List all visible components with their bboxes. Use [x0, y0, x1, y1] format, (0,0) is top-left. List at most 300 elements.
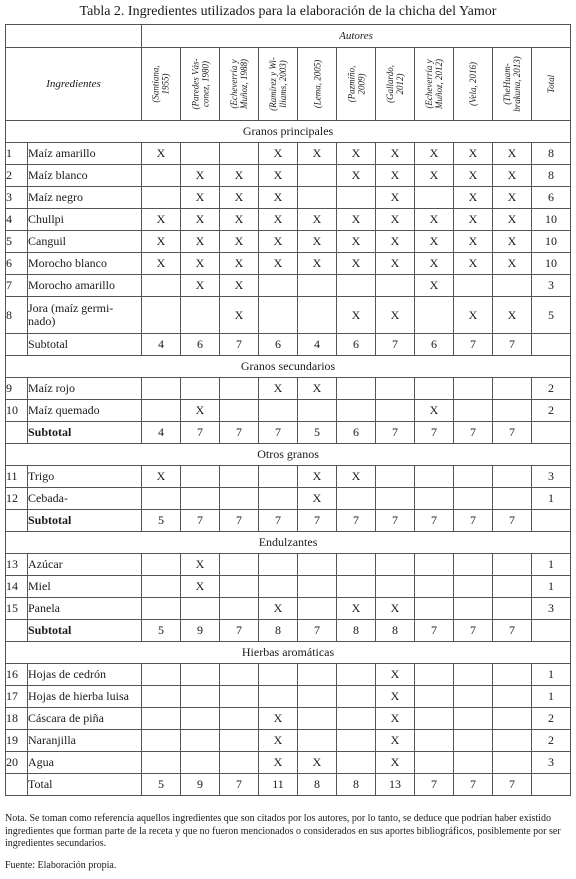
subtotal-value: 6 — [259, 334, 298, 356]
mark-cell: X — [376, 165, 415, 187]
mark-cell: X — [493, 253, 532, 275]
subtotal-value: 11 — [259, 774, 298, 796]
mark-cell — [298, 165, 337, 187]
mark-cell: X — [376, 143, 415, 165]
subtotal-value: 7 — [298, 510, 337, 532]
mark-cell: X — [142, 231, 181, 253]
subtotal-value: 7 — [376, 422, 415, 444]
author-header-text — [268, 57, 288, 111]
mark-cell — [181, 598, 220, 620]
mark-cell — [181, 664, 220, 686]
mark-cell — [454, 400, 493, 422]
mark-cell: X — [337, 466, 376, 488]
mark-cell — [415, 187, 454, 209]
row-total: 2 — [532, 708, 571, 730]
subtotal-label: Subtotal — [28, 334, 142, 356]
section-title: Granos principales — [6, 121, 571, 143]
author-header — [142, 48, 181, 121]
author-header-line: (Echeverría y — [229, 59, 239, 109]
mark-cell — [220, 576, 259, 598]
author-header-wrap — [220, 48, 258, 120]
subtotal-value: 7 — [376, 510, 415, 532]
row-total: 3 — [532, 752, 571, 774]
mark-cell: X — [142, 466, 181, 488]
section-row — [6, 444, 571, 466]
subtotal-total-blank — [532, 334, 571, 356]
mark-cell — [142, 488, 181, 510]
mark-cell — [220, 378, 259, 400]
mark-cell: X — [298, 143, 337, 165]
subtotal-value: 7 — [220, 620, 259, 642]
mark-cell: X — [181, 231, 220, 253]
subtotal-blank — [6, 620, 28, 642]
table-row — [6, 576, 571, 598]
subtotal-value: 4 — [298, 334, 337, 356]
mark-cell — [337, 708, 376, 730]
mark-cell — [298, 297, 337, 334]
author-header-line: (Santiana, — [151, 65, 161, 103]
ingredient-name-line: nado) — [28, 314, 56, 328]
subtotal-value: 4 — [142, 334, 181, 356]
ingredient-name-line: Hojas de cedrón — [28, 667, 106, 681]
subtotal-value: 4 — [142, 422, 181, 444]
table-row — [6, 187, 571, 209]
ingredient-name-line: Agua — [28, 755, 54, 769]
mark-cell — [142, 554, 181, 576]
table-row — [6, 378, 571, 400]
author-header — [376, 48, 415, 121]
mark-cell — [415, 576, 454, 598]
mark-cell: X — [142, 143, 181, 165]
header-ingredientes: Ingredientes — [6, 48, 142, 121]
ingredient-name — [28, 275, 142, 297]
row-number: 8 — [6, 297, 28, 334]
row-number: 5 — [6, 231, 28, 253]
author-header-line: conez, 1980) — [200, 61, 210, 107]
subtotal-value: 7 — [259, 510, 298, 532]
mark-cell — [415, 554, 454, 576]
subtotal-value: 7 — [181, 422, 220, 444]
ingredient-name — [28, 187, 142, 209]
mark-cell — [415, 686, 454, 708]
mark-cell: X — [220, 231, 259, 253]
mark-cell — [415, 664, 454, 686]
mark-cell — [454, 752, 493, 774]
ingredient-name-line: Morocho amarillo — [28, 278, 115, 292]
subtotal-value: 7 — [493, 422, 532, 444]
author-header-line: (Lema, 2005) — [312, 59, 322, 109]
mark-cell — [220, 686, 259, 708]
author-header — [415, 48, 454, 121]
row-number: 11 — [6, 466, 28, 488]
row-number: 18 — [6, 708, 28, 730]
mark-cell — [142, 598, 181, 620]
mark-cell: X — [376, 708, 415, 730]
mark-cell — [259, 466, 298, 488]
mark-cell — [259, 576, 298, 598]
ingredient-name-line: Naranjilla — [28, 733, 76, 747]
author-header-text — [346, 66, 366, 103]
ingredient-name — [28, 598, 142, 620]
mark-cell: X — [181, 253, 220, 275]
mark-cell: X — [415, 143, 454, 165]
ingredient-name-line: Maíz amarillo — [28, 146, 96, 160]
row-number: 4 — [6, 209, 28, 231]
mark-cell — [142, 730, 181, 752]
mark-cell: X — [376, 752, 415, 774]
mark-cell — [376, 400, 415, 422]
author-header — [454, 48, 493, 121]
mark-cell — [337, 488, 376, 510]
row-number: 7 — [6, 275, 28, 297]
mark-cell: X — [298, 466, 337, 488]
mark-cell: X — [259, 253, 298, 275]
author-header-text — [385, 65, 405, 103]
author-header-wrap — [337, 48, 375, 120]
subtotal-value: 9 — [181, 620, 220, 642]
mark-cell: X — [337, 598, 376, 620]
author-header-text — [546, 75, 556, 93]
author-header-text — [151, 65, 171, 102]
row-number: 10 — [6, 400, 28, 422]
mark-cell — [454, 488, 493, 510]
subtotal-value: 6 — [181, 334, 220, 356]
mark-cell — [142, 664, 181, 686]
mark-cell: X — [259, 165, 298, 187]
mark-cell — [415, 708, 454, 730]
mark-cell: X — [298, 209, 337, 231]
subtotal-value: 7 — [454, 620, 493, 642]
mark-cell: X — [376, 209, 415, 231]
subtotal-label: Subtotal — [28, 422, 142, 444]
subtotal-row — [6, 510, 571, 532]
table-source: Fuente: Elaboración propia. — [5, 860, 117, 871]
mark-cell — [454, 730, 493, 752]
mark-cell: X — [493, 143, 532, 165]
subtotal-value: 5 — [142, 510, 181, 532]
row-total: 8 — [532, 165, 571, 187]
mark-cell — [493, 664, 532, 686]
subtotal-value: 8 — [337, 774, 376, 796]
mark-cell — [259, 554, 298, 576]
author-header-line: (Echeverría y — [424, 59, 434, 109]
subtotal-value: 7 — [298, 620, 337, 642]
subtotal-blank — [6, 422, 28, 444]
subtotal-value: 7 — [454, 510, 493, 532]
section-row — [6, 356, 571, 378]
mark-cell — [220, 143, 259, 165]
table-row — [6, 686, 571, 708]
row-total: 2 — [532, 400, 571, 422]
mark-cell — [454, 576, 493, 598]
mark-cell — [142, 400, 181, 422]
mark-cell — [493, 400, 532, 422]
mark-cell — [298, 664, 337, 686]
table-row — [6, 664, 571, 686]
mark-cell: X — [337, 297, 376, 334]
ingredient-name-line: Trigo — [28, 469, 55, 483]
author-header-text — [190, 59, 210, 110]
author-header-line: (Paredes Vás- — [190, 58, 200, 110]
author-header — [493, 48, 532, 121]
subtotal-label: Subtotal — [28, 620, 142, 642]
mark-cell: X — [220, 165, 259, 187]
mark-cell: X — [376, 598, 415, 620]
ingredient-name-line: Miel — [28, 579, 51, 593]
row-number: 13 — [6, 554, 28, 576]
mark-cell — [142, 165, 181, 187]
table-row — [6, 554, 571, 576]
mark-cell — [142, 752, 181, 774]
mark-cell — [337, 554, 376, 576]
mark-cell — [298, 400, 337, 422]
mark-cell: X — [220, 209, 259, 231]
mark-cell — [259, 488, 298, 510]
mark-cell: X — [415, 209, 454, 231]
author-header-wrap — [454, 48, 492, 120]
mark-cell — [220, 554, 259, 576]
mark-cell: X — [259, 187, 298, 209]
subtotal-value: 7 — [220, 334, 259, 356]
mark-cell: X — [415, 275, 454, 297]
ingredient-name-line: Maíz blanco — [28, 168, 88, 182]
mark-cell — [493, 554, 532, 576]
ingredient-name — [28, 730, 142, 752]
mark-cell — [337, 400, 376, 422]
mark-cell — [454, 275, 493, 297]
mark-cell: X — [415, 400, 454, 422]
mark-cell — [220, 708, 259, 730]
mark-cell — [493, 730, 532, 752]
author-header — [532, 48, 571, 121]
ingredient-name-line: Chullpi — [28, 212, 65, 226]
mark-cell — [220, 752, 259, 774]
mark-cell: X — [415, 231, 454, 253]
author-header-wrap — [181, 48, 219, 120]
section-title: Granos secundarios — [6, 356, 571, 378]
section-title: Endulzantes — [6, 532, 571, 554]
ingredient-name-line: Hojas de hierba luisa — [28, 689, 129, 703]
ingredients-table — [5, 24, 571, 796]
row-total: 3 — [532, 466, 571, 488]
row-total: 2 — [532, 378, 571, 400]
subtotal-value: 6 — [415, 334, 454, 356]
subtotal-value: 8 — [337, 620, 376, 642]
row-number: 2 — [6, 165, 28, 187]
mark-cell — [493, 576, 532, 598]
ingredient-name — [28, 253, 142, 275]
ingredient-name — [28, 664, 142, 686]
mark-cell — [298, 730, 337, 752]
row-number: 1 — [6, 143, 28, 165]
ingredient-name-line: Morocho blanco — [28, 256, 107, 270]
table-row — [6, 297, 571, 334]
subtotal-value: 7 — [220, 422, 259, 444]
subtotal-value: 7 — [493, 774, 532, 796]
mark-cell — [376, 488, 415, 510]
mark-cell: X — [298, 253, 337, 275]
ingredient-name — [28, 231, 142, 253]
mark-cell: X — [259, 143, 298, 165]
row-number: 14 — [6, 576, 28, 598]
row-total: 8 — [532, 143, 571, 165]
mark-cell — [181, 488, 220, 510]
mark-cell — [415, 297, 454, 334]
mark-cell — [454, 708, 493, 730]
subtotal-value: 7 — [454, 334, 493, 356]
subtotal-value: 13 — [376, 774, 415, 796]
table-row — [6, 466, 571, 488]
mark-cell: X — [298, 488, 337, 510]
author-header-text — [312, 60, 322, 109]
row-total: 2 — [532, 730, 571, 752]
subtotal-value: 7 — [220, 774, 259, 796]
mark-cell — [142, 187, 181, 209]
section-row — [6, 532, 571, 554]
table-row — [6, 231, 571, 253]
mark-cell: X — [376, 231, 415, 253]
mark-cell: X — [415, 165, 454, 187]
mark-cell: X — [259, 730, 298, 752]
mark-cell: X — [298, 231, 337, 253]
author-header-text — [424, 59, 444, 109]
mark-cell — [337, 730, 376, 752]
mark-cell: X — [337, 253, 376, 275]
author-header — [181, 48, 220, 121]
mark-cell: X — [259, 752, 298, 774]
ingredient-name-line: Maíz negro — [28, 190, 83, 204]
mark-cell: X — [181, 165, 220, 187]
subtotal-row — [6, 774, 571, 796]
subtotal-value: 6 — [337, 334, 376, 356]
row-number: 3 — [6, 187, 28, 209]
ingredient-name — [28, 488, 142, 510]
mark-cell — [493, 598, 532, 620]
mark-cell — [493, 686, 532, 708]
mark-cell — [220, 664, 259, 686]
row-number: 12 — [6, 488, 28, 510]
author-header-line: lliams, 2003) — [278, 60, 288, 108]
subtotal-value: 7 — [493, 334, 532, 356]
subtotal-value: 7 — [454, 422, 493, 444]
table-row — [6, 253, 571, 275]
mark-cell — [259, 664, 298, 686]
mark-cell — [454, 466, 493, 488]
row-total: 1 — [532, 554, 571, 576]
ingredient-name — [28, 400, 142, 422]
mark-cell — [493, 275, 532, 297]
mark-cell: X — [220, 187, 259, 209]
mark-cell — [181, 730, 220, 752]
mark-cell — [142, 275, 181, 297]
author-header-wrap — [376, 48, 414, 120]
mark-cell: X — [259, 378, 298, 400]
mark-cell — [454, 686, 493, 708]
mark-cell: X — [493, 209, 532, 231]
mark-cell: X — [181, 209, 220, 231]
mark-cell: X — [454, 231, 493, 253]
row-number: 20 — [6, 752, 28, 774]
mark-cell — [298, 598, 337, 620]
mark-cell: X — [454, 143, 493, 165]
author-header-line: 2012) — [394, 73, 405, 95]
mark-cell — [220, 488, 259, 510]
subtotal-total-blank — [532, 422, 571, 444]
mark-cell — [376, 378, 415, 400]
mark-cell: X — [454, 187, 493, 209]
row-number: 6 — [6, 253, 28, 275]
row-total: 10 — [532, 231, 571, 253]
row-total: 5 — [532, 297, 571, 334]
mark-cell: X — [337, 209, 376, 231]
mark-cell — [298, 708, 337, 730]
subtotal-value: 8 — [298, 774, 337, 796]
mark-cell: X — [337, 143, 376, 165]
author-header-wrap — [532, 48, 570, 120]
subtotal-value: 7 — [415, 620, 454, 642]
section-row — [6, 642, 571, 664]
mark-cell — [142, 378, 181, 400]
author-header-line: 1955) — [161, 73, 171, 95]
author-header-text — [502, 56, 522, 112]
row-number: 9 — [6, 378, 28, 400]
subtotal-value: 7 — [337, 510, 376, 532]
ingredient-name — [28, 708, 142, 730]
mark-cell — [493, 752, 532, 774]
row-number: 19 — [6, 730, 28, 752]
author-header-line: (Vela, 2016) — [468, 62, 478, 106]
row-total: 10 — [532, 253, 571, 275]
subtotal-value: 9 — [181, 774, 220, 796]
mark-cell — [337, 576, 376, 598]
author-header-wrap — [259, 48, 297, 120]
mark-cell: X — [376, 730, 415, 752]
ingredient-name-line: Maíz quemado — [28, 403, 100, 417]
subtotal-blank — [6, 510, 28, 532]
subtotal-row — [6, 620, 571, 642]
mark-cell: X — [376, 686, 415, 708]
row-number: 16 — [6, 664, 28, 686]
mark-cell: X — [337, 165, 376, 187]
table-row — [6, 143, 571, 165]
header-blank-cell — [6, 25, 142, 48]
mark-cell — [181, 686, 220, 708]
mark-cell — [376, 554, 415, 576]
ingredient-name-line: Cáscara de piña — [28, 711, 104, 725]
subtotal-value: 7 — [493, 620, 532, 642]
section-title: Hierbas aromáticas — [6, 642, 571, 664]
subtotal-value: 8 — [259, 620, 298, 642]
row-number: 15 — [6, 598, 28, 620]
row-total: 3 — [532, 598, 571, 620]
mark-cell: X — [220, 253, 259, 275]
author-header-wrap — [415, 48, 453, 120]
mark-cell — [181, 143, 220, 165]
subtotal-row — [6, 334, 571, 356]
mark-cell — [493, 466, 532, 488]
mark-cell — [337, 686, 376, 708]
subtotal-blank — [6, 774, 28, 796]
row-total: 1 — [532, 664, 571, 686]
author-header-line: (Gallardo, — [384, 65, 395, 103]
subtotal-row — [6, 422, 571, 444]
ingredient-name-line: Maíz rojo — [28, 381, 75, 395]
table-row — [6, 708, 571, 730]
mark-cell — [181, 378, 220, 400]
mark-cell: X — [415, 253, 454, 275]
author-header-line: Total — [546, 74, 557, 94]
mark-cell — [142, 576, 181, 598]
